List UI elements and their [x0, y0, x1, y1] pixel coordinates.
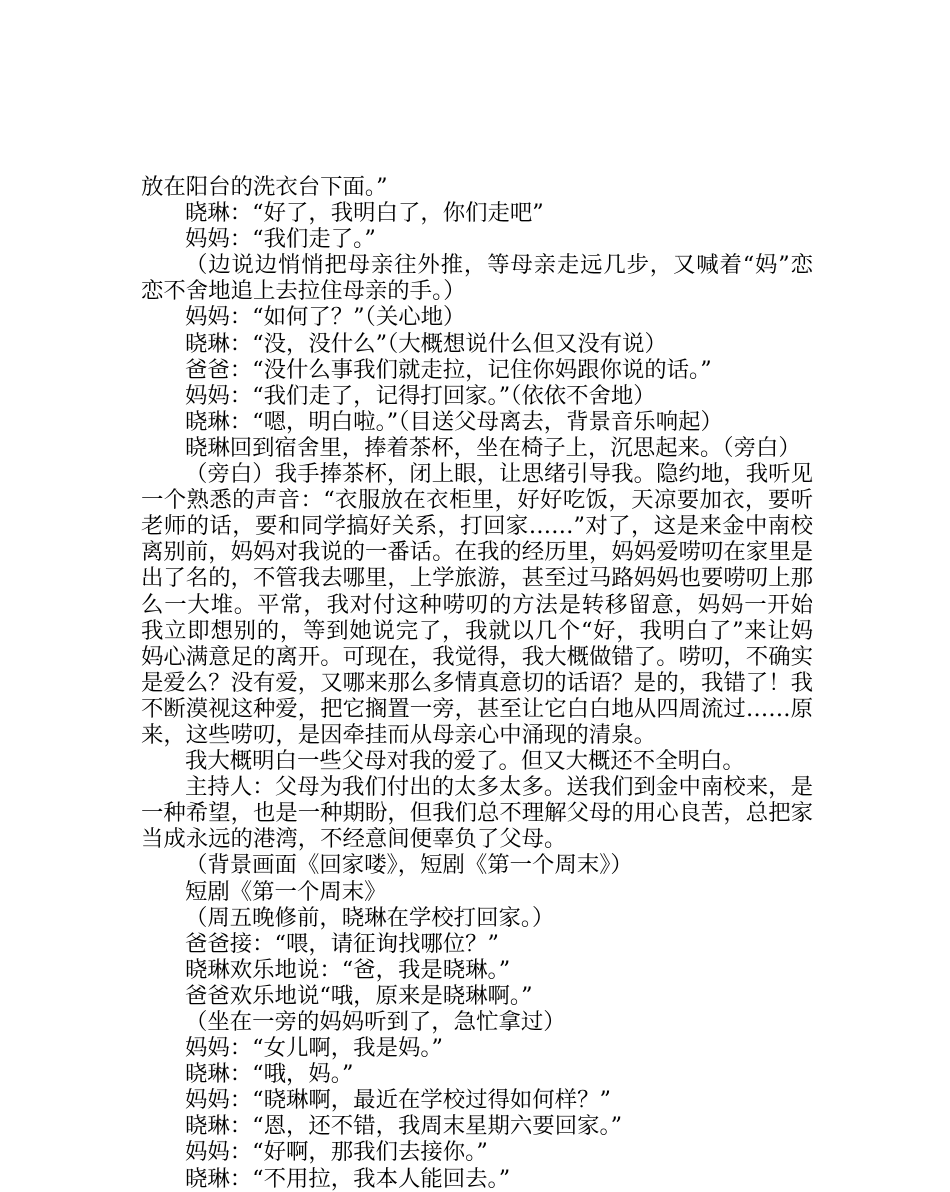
- text-line: 恋不舍地追上去拉住母亲的手。）: [141, 278, 466, 305]
- text-line: 我立即想别的，等到她说完了，我就以几个“好，我明白了”来让妈: [141, 617, 813, 644]
- text-line: 当成永远的港湾，不经意间便辜负了父母。: [141, 826, 567, 853]
- text-line: 晓琳：“好了，我明白了，你们走吧”: [185, 200, 544, 227]
- text-line: 放在阳台的洗衣台下面。”: [141, 174, 388, 200]
- text-line: 晓琳欢乐地说：“爸，我是晓琳。”: [185, 956, 511, 983]
- text-line: 短剧《第一个周末》: [185, 878, 387, 905]
- text-line: （边说边悄悄把母亲往外推，等母亲走远几步，又喊着“妈”恋: [185, 252, 813, 279]
- text-line: 出了名的，不管我去哪里，上学旅游，甚至过马路妈妈也要唠叨上那: [141, 565, 813, 592]
- text-line: 妈妈：“好啊，那我们去接你。”: [185, 1139, 488, 1166]
- text-line: 晓琳：“不用拉，我本人能回去。”: [185, 1165, 511, 1192]
- text-line: 老师的话，要和同学搞好关系，打回家……”对了，这是来金中南校: [141, 513, 813, 540]
- text-line: 一个熟悉的声音：“衣服放在衣柜里，好好吃饭，天凉要加衣，要听: [141, 487, 813, 514]
- text-line: 离别前，妈妈对我说的一番话。在我的经历里，妈妈爱唠叨在家里是: [141, 539, 813, 566]
- text-line: （周五晚修前，晓琳在学校打回家。）: [185, 904, 555, 931]
- text-line: 我大概明白一些父母对我的爱了。但又大概还不全明白。: [185, 748, 745, 775]
- text-line: 妈心满意足的离开。可现在，我觉得，我大概做错了。唠叨，不确实: [141, 643, 813, 670]
- text-line: 妈妈：“我们走了，记得打回家。”（依依不舍地）: [185, 382, 656, 409]
- text-line: 么一大堆。平常，我对付这种唠叨的方法是转移留意，妈妈一开始: [141, 591, 813, 618]
- text-line: 晓琳：“哦，妈。”: [185, 1061, 354, 1088]
- document-body: [141, 174, 813, 1192]
- text-line: 妈妈：“我们走了。”: [185, 226, 376, 253]
- text-line: 是爱么？没有爱，又哪来那么多情真意切的话语？是的，我错了！我: [141, 669, 813, 696]
- text-line: 爸爸：“没什么事我们就走拉，记住你妈跟你说的话。”: [185, 356, 712, 383]
- text-line: （背景画面《回家喽》，短剧《第一个周末》）: [185, 852, 633, 879]
- text-line: 爸爸欢乐地说“哦，原来是晓琳啊。”: [185, 982, 533, 1009]
- text-line: （旁白）我手捧茶杯，闭上眼，让思绪引导我。隐约地，我听见: [185, 461, 813, 488]
- text-line: 妈妈：“晓琳啊，最近在学校过得如何样？”: [185, 1087, 611, 1114]
- text-line: （坐在一旁的妈妈听到了，急忙拿过）: [185, 1009, 566, 1035]
- text-line: 晓琳：“没，没什么”（大概想说什么但又没有说）: [185, 330, 667, 357]
- text-line: 一种希望，也是一种期盼，但我们总不理解父母的用心良苦，总把家: [141, 800, 813, 827]
- text-line: 妈妈：“如何了？”（关心地）: [185, 304, 466, 331]
- text-line: 妈妈：“女儿啊，我是妈。”: [185, 1035, 443, 1062]
- text-line: 不断漠视这种爱，把它搁置一旁，甚至让它白白地从四周流过……原: [141, 695, 813, 722]
- text-line: 晓琳：“嗯，明白啦。”（目送父母离去，背景音乐响起）: [185, 408, 723, 435]
- text-line: 晓琳回到宿舍里，捧着茶杯，坐在椅子上，沉思起来。（旁白）: [185, 434, 801, 461]
- text-line: 来，这些唠叨，是因牵挂而从母亲心中涌现的清泉。: [141, 721, 656, 748]
- text-line: 晓琳：“恩，还不错，我周末星期六要回家。”: [185, 1113, 623, 1140]
- text-line: 主持人：父母为我们付出的太多太多。送我们到金中南校来，是: [185, 774, 813, 801]
- text-line: 爸爸接：“喂，请征询找哪位？”: [185, 930, 499, 957]
